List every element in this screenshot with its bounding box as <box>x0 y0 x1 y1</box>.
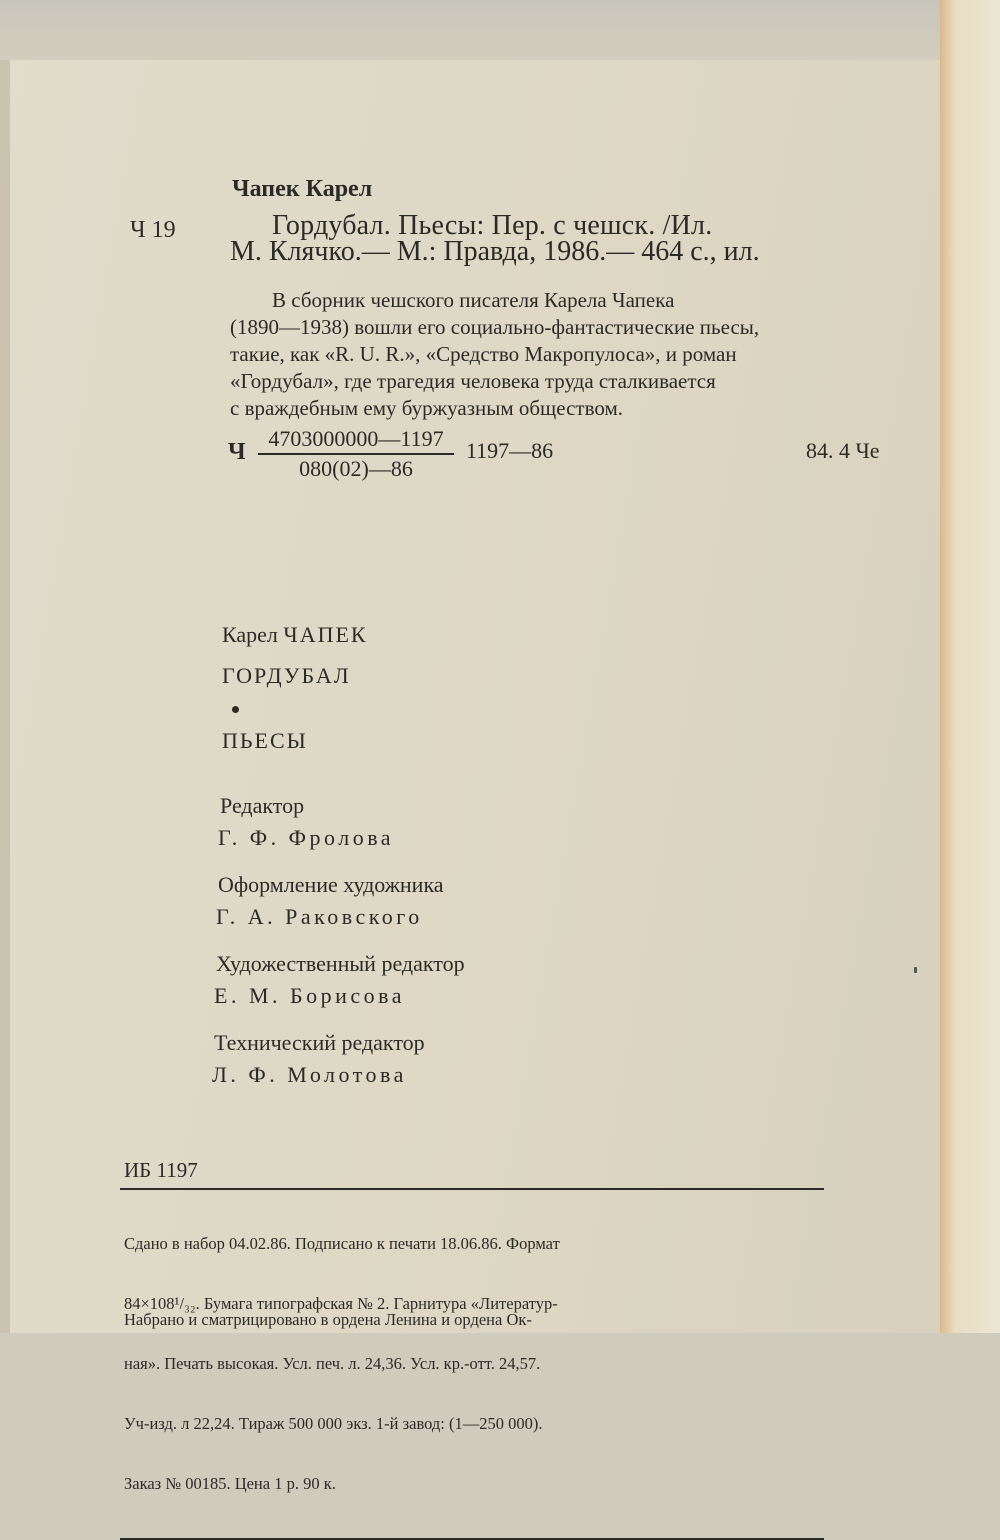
catalog-fraction <box>258 426 454 482</box>
annotation-line: с враждебным ему буржуазным обществом. <box>230 396 623 420</box>
fraction-numerator: 4703000000—1197 <box>258 426 454 455</box>
annotation-line: В сборник чешского писателя Карела Чапека <box>272 288 675 312</box>
bbk-code: 84. 4 Че <box>806 438 880 463</box>
credit-person: Г. А. Раковского <box>216 904 423 929</box>
imprint-line: ная». Печать высокая. Усл. печ. л. 24,36. Усл. кр.-отт. 24,57. <box>124 1354 541 1373</box>
page-left-edge <box>0 60 10 1333</box>
index-letter: Ч <box>228 439 246 465</box>
catalog-description-line2: М. Клячко.— М.: Правда, 1986.— 464 с., ил. <box>230 236 760 267</box>
credit-role: Художественный редактор <box>216 951 465 976</box>
imprint-line: Сдано в набор 04.02.86. Подписано к печати 18.06.86. Формат <box>124 1234 560 1253</box>
credit-person: Л. Ф. Молотова <box>212 1062 407 1087</box>
credit-person: Г. Ф. Фролова <box>218 825 395 850</box>
order-code: 1197—86 <box>466 438 554 463</box>
credit-role: Редактор <box>220 793 305 818</box>
annotation-line: «Гордубал», где трагедия человека труда сталкивается <box>230 369 716 393</box>
title-author <box>222 622 368 648</box>
catalog-description-line1: Гордубал. Пьесы: Пер. с чешск. /Ил. <box>272 210 713 241</box>
annotation-line: такие, как «R. U. R.», «Средство Макропулоса», и роман <box>230 342 737 366</box>
author-last-name: ЧАПЕК <box>283 622 368 647</box>
book-title: ГОРДУБАЛ <box>222 663 351 688</box>
imprint-line: Уч-изд. л 22,24. Тираж 500 000 экз. 1-й завод: (1—250 000). <box>124 1414 543 1433</box>
printer-note: Набрано и сматрицировано в ордена Ленина и ордена Ок- <box>124 1310 532 1329</box>
imprint-line: Заказ № 00185. Цена 1 р. 90 к. <box>124 1474 336 1493</box>
credit-role: Технический редактор <box>214 1030 425 1055</box>
page-top-shadow <box>0 0 960 60</box>
imprint-block <box>120 1188 824 1540</box>
catalog-annotation <box>230 287 890 422</box>
catalog-code: Ч 19 <box>130 217 176 243</box>
credit-role: Оформление художника <box>218 872 444 897</box>
imprint-line: 84×108¹/₃₂. Бумага типографская № 2. Гарнитура «Литератур- <box>124 1294 558 1313</box>
book-subtitle: ПЬЕСЫ <box>222 728 308 753</box>
catalog-author: Чапек Карел <box>232 176 373 202</box>
bullet-separator <box>232 706 239 713</box>
page-right-edge <box>940 0 1000 1333</box>
ib-number: ИБ 1197 <box>124 1158 198 1182</box>
credit-person: Е. М. Борисова <box>214 983 406 1008</box>
annotation-line: (1890—1938) вошли его социально-фантастические пьесы, <box>230 315 760 339</box>
paper-speck <box>914 967 917 973</box>
fraction-denominator: 080(02)—86 <box>299 456 413 481</box>
author-first-name: Карел <box>222 622 278 647</box>
